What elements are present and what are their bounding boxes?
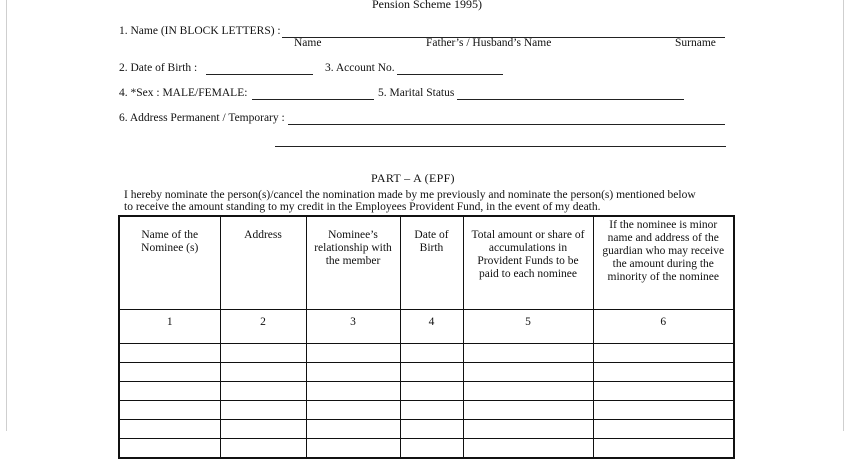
table-cell[interactable] [593, 344, 734, 363]
header-date-of-birth: Date of Birth [400, 216, 463, 310]
table-cell[interactable] [400, 363, 463, 382]
header-relationship: Nominee’s relationship with the member [306, 216, 400, 310]
table-cell[interactable] [306, 401, 400, 420]
table-cell[interactable] [119, 363, 220, 382]
page-border-left [6, 0, 7, 431]
table-cell[interactable] [306, 382, 400, 401]
sex-label: 4. *Sex : MALE/FEMALE: [119, 87, 248, 99]
name-sublabel-first: Name [294, 37, 322, 49]
table-cell[interactable] [400, 401, 463, 420]
column-number: 1 [119, 310, 220, 344]
header-address: Address [220, 216, 306, 310]
table-cell[interactable] [119, 420, 220, 439]
table-cell[interactable] [119, 344, 220, 363]
table-cell[interactable] [306, 439, 400, 459]
column-number: 4 [400, 310, 463, 344]
table-cell[interactable] [463, 382, 593, 401]
table-cell[interactable] [306, 344, 400, 363]
name-label: 1. Name (IN BLOCK LETTERS) : [119, 25, 281, 37]
table-cell[interactable] [220, 420, 306, 439]
column-number: 6 [593, 310, 734, 344]
account-label: 3. Account No. [325, 62, 395, 74]
declaration-line-2: to receive the amount standing to my credit in the Employees Provident Fund, in the event of my death. [124, 201, 601, 213]
form-subtitle: Pension Scheme 1995) [372, 0, 482, 11]
table-cell[interactable] [593, 439, 734, 459]
part-a-title: PART – A (EPF) [371, 171, 455, 185]
table-cell[interactable] [119, 382, 220, 401]
column-number-row [119, 310, 734, 344]
address-input-line-1[interactable] [288, 124, 725, 125]
address-input-line-2[interactable] [275, 146, 726, 147]
page-border-right [843, 0, 844, 431]
table-row [119, 401, 734, 420]
table-cell[interactable] [220, 401, 306, 420]
table-cell[interactable] [220, 439, 306, 459]
dob-input-line[interactable] [206, 74, 313, 75]
header-nominee-name: Name of the Nominee (s) [119, 216, 220, 310]
table-row [119, 344, 734, 363]
declaration-line-1: I hereby nominate the person(s)/cancel the nomination made by me previously and nominate the person(s) mentioned below [124, 189, 696, 201]
table-cell[interactable] [400, 439, 463, 459]
account-input-line[interactable] [397, 74, 503, 75]
table-cell[interactable] [400, 344, 463, 363]
table-row [119, 363, 734, 382]
table-cell[interactable] [463, 344, 593, 363]
dob-label: 2. Date of Birth : [119, 62, 198, 74]
column-number: 3 [306, 310, 400, 344]
table-cell[interactable] [463, 401, 593, 420]
table-cell[interactable] [306, 363, 400, 382]
table-cell[interactable] [463, 439, 593, 459]
table-cell[interactable] [119, 401, 220, 420]
header-amount-share: Total amount or share of accumulations in Provident Funds to be paid to each nominee [463, 216, 593, 310]
table-cell[interactable] [400, 382, 463, 401]
table-cell[interactable] [306, 420, 400, 439]
table-cell[interactable] [463, 363, 593, 382]
name-sublabel-surname: Surname [675, 37, 716, 49]
table-row [119, 382, 734, 401]
column-number: 5 [463, 310, 593, 344]
marital-status-label: 5. Marital Status [378, 87, 455, 99]
table-cell[interactable] [463, 420, 593, 439]
table-header-row [119, 216, 734, 310]
column-number: 2 [220, 310, 306, 344]
name-sublabel-father: Father’s / Husband’s Name [426, 37, 552, 49]
nominee-table [118, 215, 735, 459]
marital-status-input-line[interactable] [457, 99, 684, 100]
table-cell[interactable] [220, 363, 306, 382]
table-cell[interactable] [220, 344, 306, 363]
table-cell[interactable] [593, 420, 734, 439]
table-row [119, 439, 734, 459]
table-cell[interactable] [220, 382, 306, 401]
table-cell[interactable] [593, 401, 734, 420]
table-row [119, 420, 734, 439]
table-cell[interactable] [119, 439, 220, 459]
table-cell[interactable] [593, 363, 734, 382]
sex-input-line[interactable] [252, 99, 374, 100]
table-cell[interactable] [400, 420, 463, 439]
address-label: 6. Address Permanent / Temporary : [119, 112, 285, 124]
table-cell[interactable] [593, 382, 734, 401]
header-guardian: If the nominee is minor name and address of the guardian who may receive the amount during the minority of the nominee [593, 216, 734, 310]
